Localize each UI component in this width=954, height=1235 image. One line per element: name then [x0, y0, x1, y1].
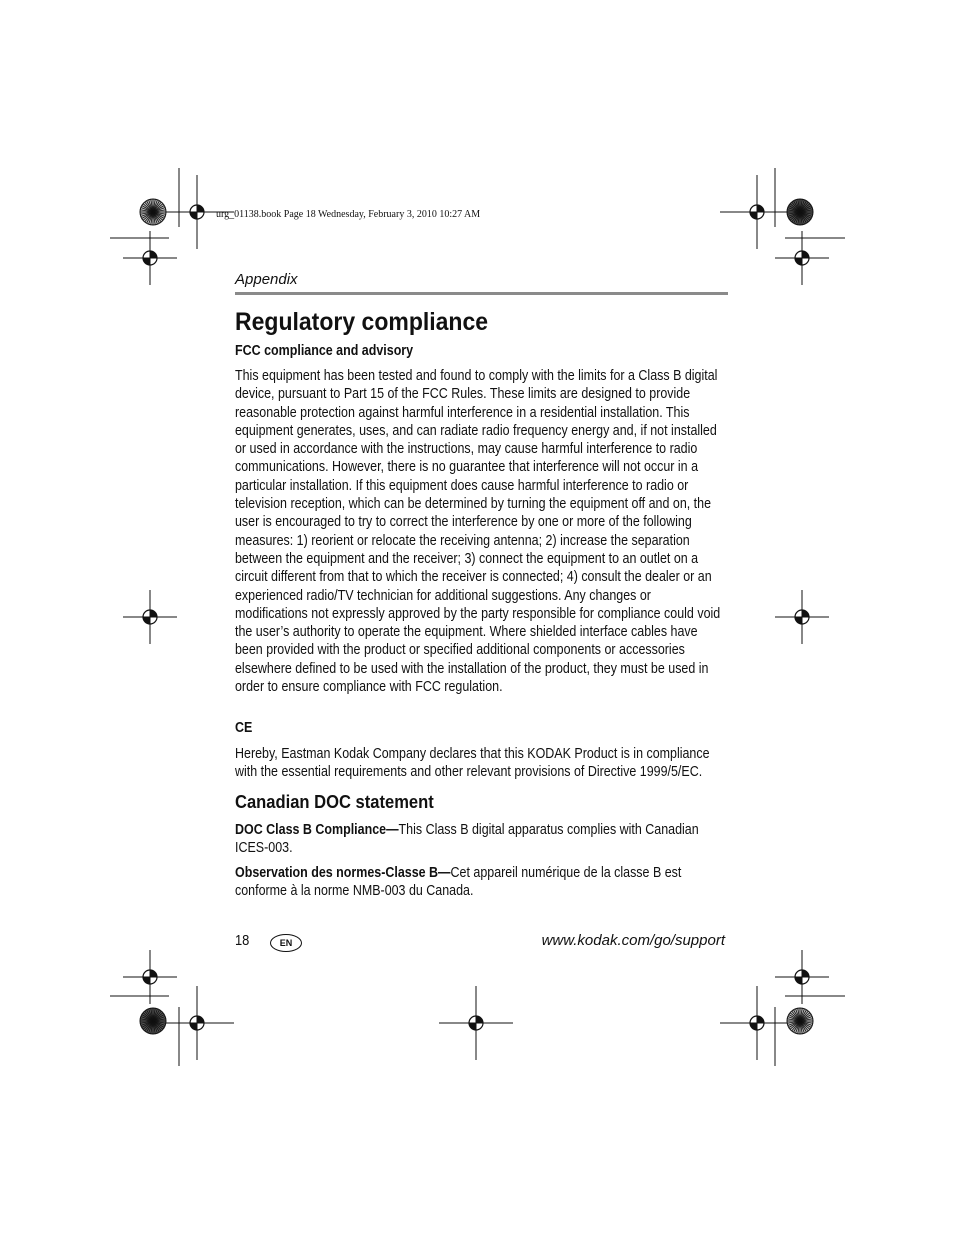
page-title: Regulatory compliance — [235, 308, 489, 336]
section-label: Appendix — [235, 271, 298, 288]
color-target — [140, 199, 166, 225]
print-header: urg_01138.book Page 18 Wednesday, February 3, 2010 10:27 AM — [216, 209, 481, 220]
registration-crosshair — [123, 231, 177, 285]
registration-crosshair — [123, 590, 177, 644]
fcc-body: This equipment has been tested and found to comply with the limits for a Class B digital device, pursuant to Part 15 of the FCC Rules. These limits are designed to provide reasonable protection against harmful interference in a residential installation. This equipment generates, uses, and can radiate radio frequency energy and, if not installed or used in accordance with the instructions, may cause harmful interference to radio communications. However, there is no guarantee that interference will not occur in a particular installation. If this equipment does cause harmful interference to radio or television reception, which can be determined by turning the equipment off and on, the user is encouraged to try to correct the interference by one or more of the following measures: 1) reorient or relocate the receiving antenna; 2) increase the separation between the equipment and the receiver; 3) connect the equipment to an outlet on a circuit different from that to which the receiver is connected; 4) consult the dealer or an experienced radio/TV technician for additional suggestions. Any changes or modifications not expressly approved by the party responsible for compliance could void the user’s authority to operate the equipment. Where shielded interface cables have been provided with the product or specified additional components or accessories elsewhere defined to be used with the installation of the product, they must be used in order to ensure compliance with FCC regulation. — [235, 368, 721, 696]
registration-crosshair — [775, 590, 829, 644]
registration-crosshair — [160, 986, 234, 1060]
color-target — [787, 1008, 813, 1034]
doc-compliance-body: This Class B digital apparatus complies with Canadian ICES-003. — [235, 822, 699, 857]
footer-url: www.kodak.com/go/support — [541, 932, 725, 949]
observation-lead: Observation des normes-Classe B— — [235, 865, 451, 881]
registration-crosshair — [123, 950, 177, 1004]
ce-heading: CE — [235, 720, 253, 736]
registration-crosshair — [720, 175, 794, 249]
color-target — [140, 1008, 166, 1034]
ce-body: Hereby, Eastman Kodak Company declares that this KODAK Product is in compliance with the essential requirements and other relevant provisions of Directive 1999/5/EC. — [235, 746, 710, 781]
header-rule — [235, 292, 728, 295]
observation-paragraph — [235, 864, 725, 901]
doc-compliance-paragraph — [235, 821, 725, 858]
doc-compliance-lead: DOC Class B Compliance— — [235, 822, 399, 838]
canadian-heading: Canadian DOC statement — [235, 792, 434, 812]
fcc-heading: FCC compliance and advisory — [235, 343, 414, 359]
registration-crosshair — [775, 231, 829, 285]
registration-crosshair — [439, 986, 513, 1060]
language-badge: EN — [270, 934, 302, 952]
color-target — [787, 199, 813, 225]
registration-crosshair — [720, 986, 794, 1060]
registration-crosshair — [775, 950, 829, 1004]
observation-body: Cet appareil numérique de la classe B est conforme à la norme NMB-003 du Canada. — [235, 865, 682, 900]
page-number: 18 — [235, 932, 250, 949]
